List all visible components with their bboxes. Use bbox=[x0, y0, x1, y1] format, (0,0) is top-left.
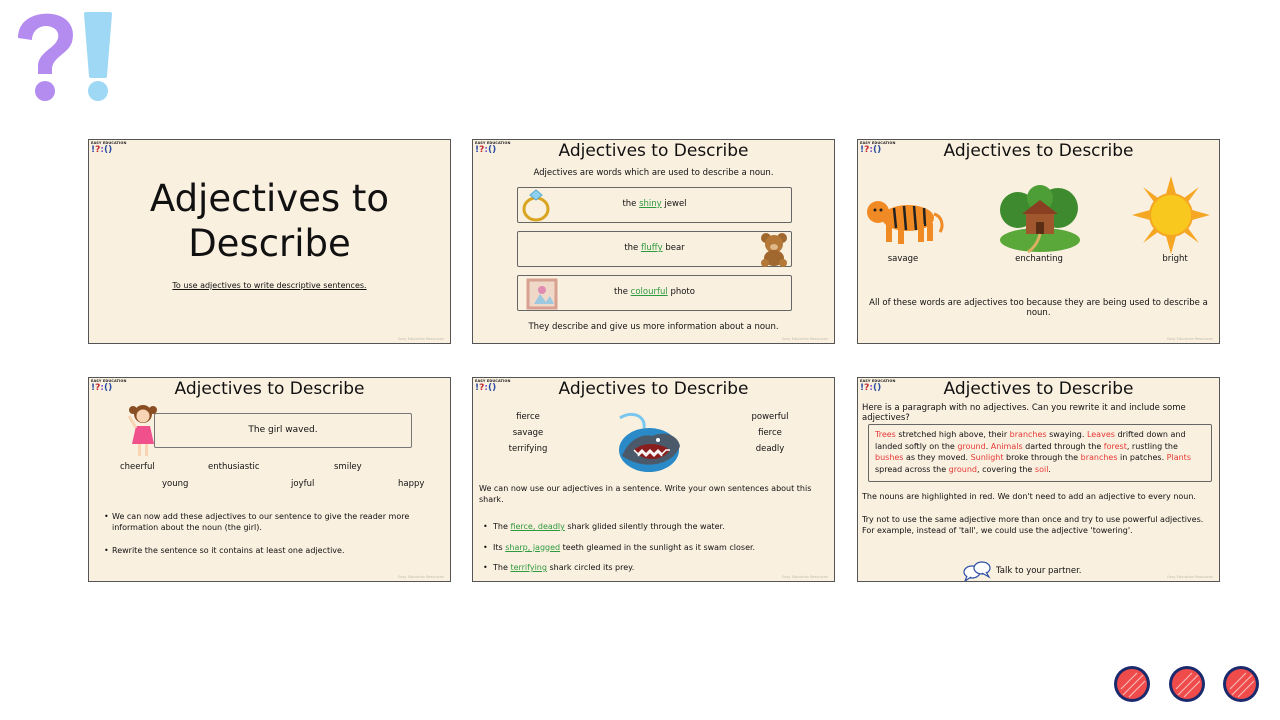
slide-title: Adjectives to Describe bbox=[558, 379, 749, 399]
question-exclamation-logo bbox=[10, 8, 120, 104]
talk-prompt: Talk to your partner. bbox=[962, 560, 1082, 582]
word-bank-word: young bbox=[162, 479, 189, 489]
noun-highlight: Plants bbox=[1166, 453, 1191, 462]
paragraph-text: , rustling the bbox=[1126, 441, 1178, 451]
adjective-tip: Try not to use the same adjective more than once and try to use powerful adjectives. For example, instead of 'tall', we could use the adjective 'towering'. bbox=[862, 515, 1204, 535]
paragraph-text: darted through the bbox=[1022, 441, 1104, 451]
mini-logo: EASY EDUCATION !?:() bbox=[860, 379, 896, 393]
example-sentence: • The terrifying shark circled its prey. bbox=[483, 562, 823, 573]
slide-title: Adjectives to Describe bbox=[558, 141, 749, 161]
sun-icon bbox=[1132, 176, 1210, 254]
paragraph-text: . bbox=[1048, 464, 1051, 474]
mini-logo: EASY EDUCATION !?:() bbox=[475, 141, 511, 155]
noun-highlight: Trees bbox=[875, 430, 896, 439]
paragraph-text: stretched high above, their bbox=[895, 430, 1010, 439]
caption-savage: savage bbox=[887, 254, 919, 264]
writing-prompt: We can now use our adjectives in a sentence. Write your own sentences about this shark. bbox=[479, 484, 812, 504]
explanation-text: All of these words are adjectives too because they are being used to describe a noun. bbox=[869, 298, 1208, 318]
noun-highlight: bushes bbox=[875, 453, 904, 462]
footer-mark: Easy Education Resources bbox=[398, 575, 444, 579]
shark-icon bbox=[616, 406, 682, 476]
noun-highlight: soil bbox=[1034, 464, 1049, 474]
definition-text: Adjectives are words which are used to describe a noun. bbox=[533, 168, 774, 178]
paragraph-text: . bbox=[985, 441, 991, 451]
word-bank-word: fierce bbox=[758, 428, 782, 438]
sentence-box bbox=[154, 413, 412, 448]
phrase-box: the colourful photo bbox=[517, 275, 792, 311]
footer-mark: Easy Education Resources bbox=[782, 575, 828, 579]
mini-logo: EASY EDUCATION !?:() bbox=[91, 379, 127, 393]
word-bank-word: fierce bbox=[516, 412, 540, 422]
word-bank-word: smiley bbox=[334, 462, 362, 472]
example-sentence: • Its sharp, jagged teeth gleamed in the sunlight as it swam closer. bbox=[483, 542, 823, 553]
paragraph-text: broke through the bbox=[1003, 453, 1081, 462]
noun-highlight: Sunlight bbox=[970, 453, 1004, 462]
scribble-icon bbox=[1117, 669, 1147, 699]
paragraph-text: spread across the bbox=[875, 464, 949, 474]
task-question: Here is a paragraph with no adjectives. Can you rewrite it and include some adjectives? bbox=[862, 403, 1186, 423]
paragraph-text: drifted down and landed softly on the bbox=[875, 430, 1186, 451]
word-bank-word: savage bbox=[512, 428, 544, 438]
word-bank-word: cheerful bbox=[120, 462, 155, 472]
instruction-list bbox=[104, 511, 424, 568]
scribble-icon bbox=[1172, 669, 1202, 699]
paragraph-text: in patches. bbox=[1117, 453, 1167, 462]
footer-mark: Easy Education Resources bbox=[398, 337, 444, 341]
slide-thumbnail-4[interactable] bbox=[88, 377, 451, 582]
word-bank-word: joyful bbox=[291, 479, 315, 489]
paragraph-text: swaying. bbox=[1046, 430, 1087, 439]
slide-thumbnail-6[interactable] bbox=[857, 377, 1220, 582]
nav-button-3[interactable] bbox=[1223, 666, 1259, 702]
mini-logo: EASY EDUCATION !?:() bbox=[860, 141, 896, 155]
noun-highlight: branches bbox=[1080, 453, 1118, 462]
slide-title: Adjectives to Describe bbox=[943, 379, 1134, 399]
noun-highlight: Leaves bbox=[1086, 430, 1115, 439]
nav-button-1[interactable] bbox=[1114, 666, 1150, 702]
noun-highlight: forest bbox=[1103, 441, 1127, 451]
word-bank-word: powerful bbox=[751, 412, 789, 422]
word-bank-word: happy bbox=[398, 479, 425, 489]
slide-thumbnail-3[interactable] bbox=[857, 139, 1220, 344]
instruction-item: • We can now add these adjectives to our sentence to give the reader more information about the noun (the girl). bbox=[104, 511, 424, 533]
paragraph-box bbox=[868, 424, 1212, 482]
phrase-box: the fluffy bear bbox=[517, 231, 792, 267]
slide-thumbnail-1[interactable] bbox=[88, 139, 451, 344]
example-sentence: • The fierce, deadly shark glided silently through the water. bbox=[483, 521, 823, 532]
girl-waving-icon bbox=[127, 402, 159, 460]
footer-mark: Easy Education Resources bbox=[1167, 337, 1213, 341]
tiger-icon bbox=[864, 190, 946, 248]
paragraph-text: , covering the bbox=[976, 464, 1035, 474]
word-bank-word: deadly bbox=[755, 444, 785, 454]
speech-bubbles-icon bbox=[962, 560, 992, 582]
enchanted-house-icon bbox=[994, 184, 1086, 254]
footer-mark: Easy Education Resources bbox=[782, 337, 828, 341]
footer-mark: Easy Education Resources bbox=[1167, 575, 1213, 579]
scribble-icon bbox=[1226, 669, 1256, 699]
slide-title: Adjectives to Describe bbox=[174, 379, 365, 399]
slide-thumbnail-2[interactable] bbox=[472, 139, 835, 344]
noun-highlight: ground bbox=[957, 441, 986, 451]
nav-button-2[interactable] bbox=[1169, 666, 1205, 702]
phrase-box: the shiny jewel bbox=[517, 187, 792, 223]
base-sentence: The girl waved. bbox=[248, 425, 318, 435]
caption-enchanting: enchanting bbox=[1015, 254, 1063, 264]
conclusion-text: They describe and give us more information about a noun. bbox=[528, 322, 779, 332]
mini-logo: EASY EDUCATION !?:() bbox=[91, 141, 127, 155]
paragraph-text: as they moved. bbox=[903, 453, 971, 462]
nouns-note: The nouns are highlighted in red. We don't need to add an adjective to every noun. bbox=[862, 492, 1196, 501]
word-bank-word: terrifying bbox=[508, 444, 548, 454]
instruction-item: • Rewrite the sentence so it contains at least one adjective. bbox=[104, 545, 424, 556]
slide-thumbnail-5[interactable] bbox=[472, 377, 835, 582]
noun-highlight: branches bbox=[1009, 430, 1047, 439]
noun-highlight: Animals bbox=[990, 441, 1023, 451]
noun-highlight: ground bbox=[948, 464, 977, 474]
slide-title: Adjectives to Describe bbox=[943, 141, 1134, 161]
mini-logo: EASY EDUCATION !?:() bbox=[475, 379, 511, 393]
example-sentences bbox=[483, 521, 823, 582]
caption-bright: bright bbox=[1162, 254, 1188, 264]
learning-objective: To use adjectives to write descriptive sentences. bbox=[172, 281, 367, 290]
word-bank-word: enthusiastic bbox=[208, 462, 260, 472]
teddy-bear-icon bbox=[757, 231, 791, 267]
slide-title: Adjectives to Describe bbox=[149, 177, 390, 265]
